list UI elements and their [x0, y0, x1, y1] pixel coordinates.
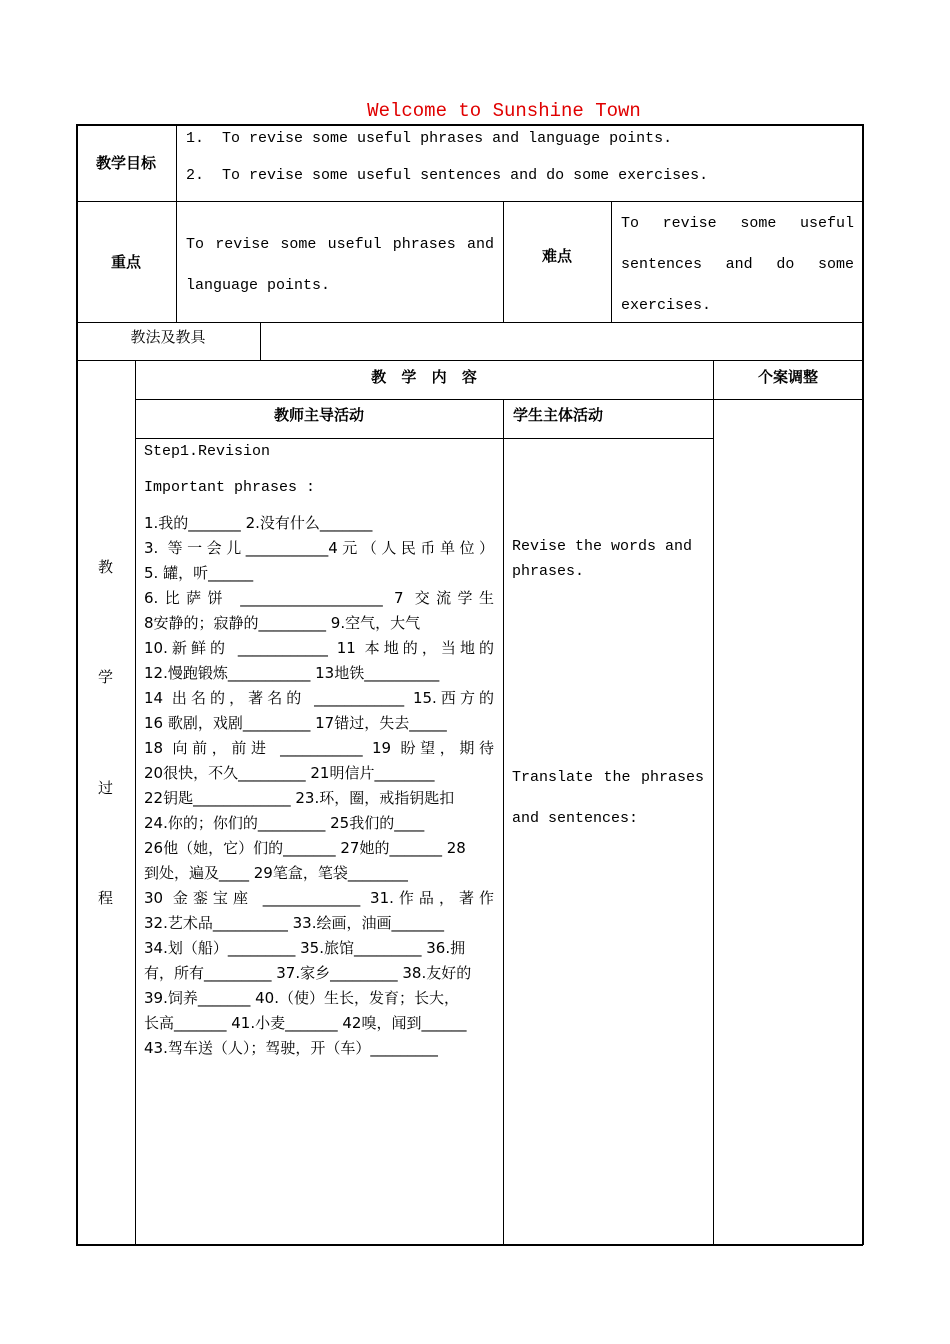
page-title: Welcome to Sunshine Town — [367, 100, 641, 122]
exercise-line: 24.你的；你们的_________ 25我们的____ — [144, 814, 425, 832]
exercise-line: 30 金銮宝座 _____________ 31.作品，著作 — [144, 889, 494, 907]
student-header: 学生主体活动 — [513, 406, 604, 424]
phrases-heading: Important phrases : — [144, 479, 316, 496]
student-note-revise: Revise the words and phrases. — [512, 538, 693, 580]
exercise-line: 到处，遍及____ 29笔盒，笔袋________ — [144, 864, 408, 882]
exercise-line: 5. 罐，听______ — [144, 564, 254, 582]
exercise-line: 32.艺术品__________ 33.绘画，油画_______ — [144, 914, 444, 932]
exercise-line: 26他（她，它）们的_______ 27她的_______ 28 — [144, 839, 466, 857]
exercise-line: 20很快，不久_________ 21明信片________ — [144, 764, 435, 782]
adjust-header: 个案调整 — [757, 368, 818, 386]
process-label-2: 学 — [97, 668, 113, 686]
exercise-line: 8安静的；寂静的_________ 9.空气，大气 — [144, 614, 421, 632]
process-label-1: 教 — [97, 558, 113, 576]
key-point-label: 重点 — [110, 253, 141, 271]
exercise-line: 3. 等一会儿___________4元（人民币单位） — [144, 539, 494, 557]
key-point-text: To revise some useful phrases and language points. — [186, 236, 494, 294]
objectives-label: 教学目标 — [95, 154, 156, 172]
difficulty-text: To revise some useful sentences and do some exercises. — [621, 215, 854, 314]
process-label-4: 程 — [97, 889, 113, 907]
step-title: Step1.Revision — [144, 443, 271, 460]
methods-label: 教法及教具 — [130, 328, 206, 346]
objective-item-2: 2. To revise some useful sentences and do some exercises. — [186, 167, 709, 184]
student-note-translate: Translate the phrases and sentences: — [512, 769, 704, 827]
exercise-line: 43.驾车送（人）；驾驶，开（车）_________ — [144, 1039, 438, 1057]
exercise-line: 22钥匙_____________ 23.环，圈，戒指钥匙扣 — [144, 789, 455, 807]
exercise-line: 14 出名的，著名的 ____________ 15.西方的 — [144, 689, 494, 707]
exercise-line: 长高_______ 41.小麦_______ 42嗅，闻到______ — [144, 1014, 467, 1032]
difficulty-label: 难点 — [541, 247, 572, 265]
exercise-line: 34.划（船）_________ 35.旅馆_________ 36.拥 — [144, 939, 466, 957]
objective-item-1: 1. To revise some useful phrases and language points. — [186, 130, 673, 147]
exercise-line: 10.新鲜的 ____________ 11 本地的，当地的 — [144, 639, 494, 657]
exercise-line: 6.比萨饼 ___________________ 7 交流学生 — [144, 589, 494, 607]
exercise-line: 16 歌剧，戏剧_________ 17错过，失去_____ — [144, 714, 447, 732]
exercise-line: 有，所有_________ 37.家乡_________ 38.友好的 — [144, 964, 472, 982]
teacher-header: 教师主导活动 — [273, 406, 364, 424]
exercise-line: 18 向前，前进 ___________ 19 盼望，期待 — [144, 739, 494, 757]
exercise-line: 39.饲养_______ 40.（使）生长，发育；长大， — [144, 989, 459, 1007]
exercise-line: 1.我的_______ 2.没有什么_______ — [144, 514, 373, 532]
process-label-3: 过 — [97, 779, 113, 797]
content-header: 教 学 内 容 — [371, 368, 477, 386]
exercise-line: 12.慢跑锻炼___________ 13地铁__________ — [144, 664, 440, 682]
